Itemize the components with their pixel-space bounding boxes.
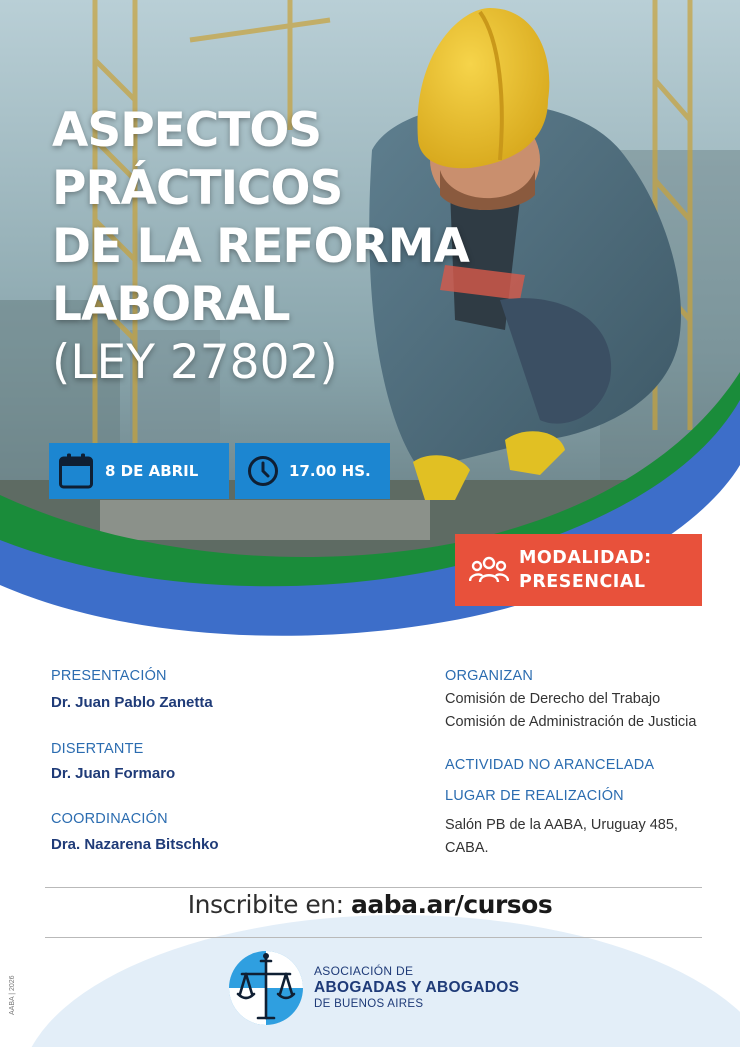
date-box: [49, 443, 229, 499]
title-law: (LEY 27802): [52, 335, 338, 390]
title-line-3: DE LA REFORMA: [52, 219, 469, 274]
venue-line-2: CABA.: [445, 840, 489, 856]
speaker-label: DISERTANTE: [51, 741, 144, 757]
title-line-2: PRÁCTICOS: [52, 161, 343, 216]
credit-text: AABA | 2026: [9, 975, 16, 1015]
org-line-2: ABOGADAS Y ABOGADOS: [314, 979, 520, 996]
calendar-icon: [59, 453, 93, 489]
event-date: 8 DE ABRIL: [105, 462, 199, 480]
signup-prefix: Inscribite en:: [187, 890, 344, 919]
title-line-1: ASPECTOS: [52, 103, 322, 158]
people-column: [51, 668, 391, 853]
org-line-1: ASOCIACIÓN DE: [314, 964, 414, 978]
fee-note: ACTIVIDAD NO ARANCELADA: [445, 757, 655, 773]
modality-box: [455, 534, 702, 606]
event-time: 17.00 HS.: [289, 462, 371, 480]
clock-icon: [247, 455, 279, 487]
divider-top: [45, 887, 702, 888]
people-group-icon: [469, 554, 509, 586]
venue-line-1: Salón PB de la AABA, Uruguay 485,: [445, 817, 678, 833]
venue-label: LUGAR DE REALIZACIÓN: [445, 788, 624, 804]
organizers-label: ORGANIZAN: [445, 668, 533, 684]
organizer-item-2: Comisión de Administración de Justicia: [445, 714, 697, 730]
coordination-label: COORDINACIÓN: [51, 811, 168, 827]
title-line-4: LABORAL: [52, 277, 290, 332]
coordination-name: Dra. Nazarena Bitschko: [51, 836, 219, 853]
modality-value: PRESENCIAL: [519, 572, 646, 592]
signup-link[interactable]: aaba.ar/cursos: [351, 890, 553, 919]
signup-line: [0, 890, 740, 919]
modality-text: [519, 546, 652, 594]
org-line-3: DE BUENOS AIRES: [314, 998, 424, 1010]
time-box: [235, 443, 390, 499]
organization-column: [445, 668, 715, 860]
event-title: [52, 102, 469, 392]
speaker-name: Dr. Juan Formaro: [51, 765, 176, 782]
organization-name: [314, 964, 519, 1010]
scales-of-justice-icon: [228, 950, 304, 1026]
organizer-item-1: Comisión de Derecho del Trabajo: [445, 691, 661, 707]
presentation-name: Dr. Juan Pablo Zanetta: [51, 694, 213, 711]
modality-label: MODALIDAD:: [519, 548, 652, 568]
presentation-label: PRESENTACIÓN: [51, 668, 167, 684]
divider-bottom: [45, 937, 702, 938]
